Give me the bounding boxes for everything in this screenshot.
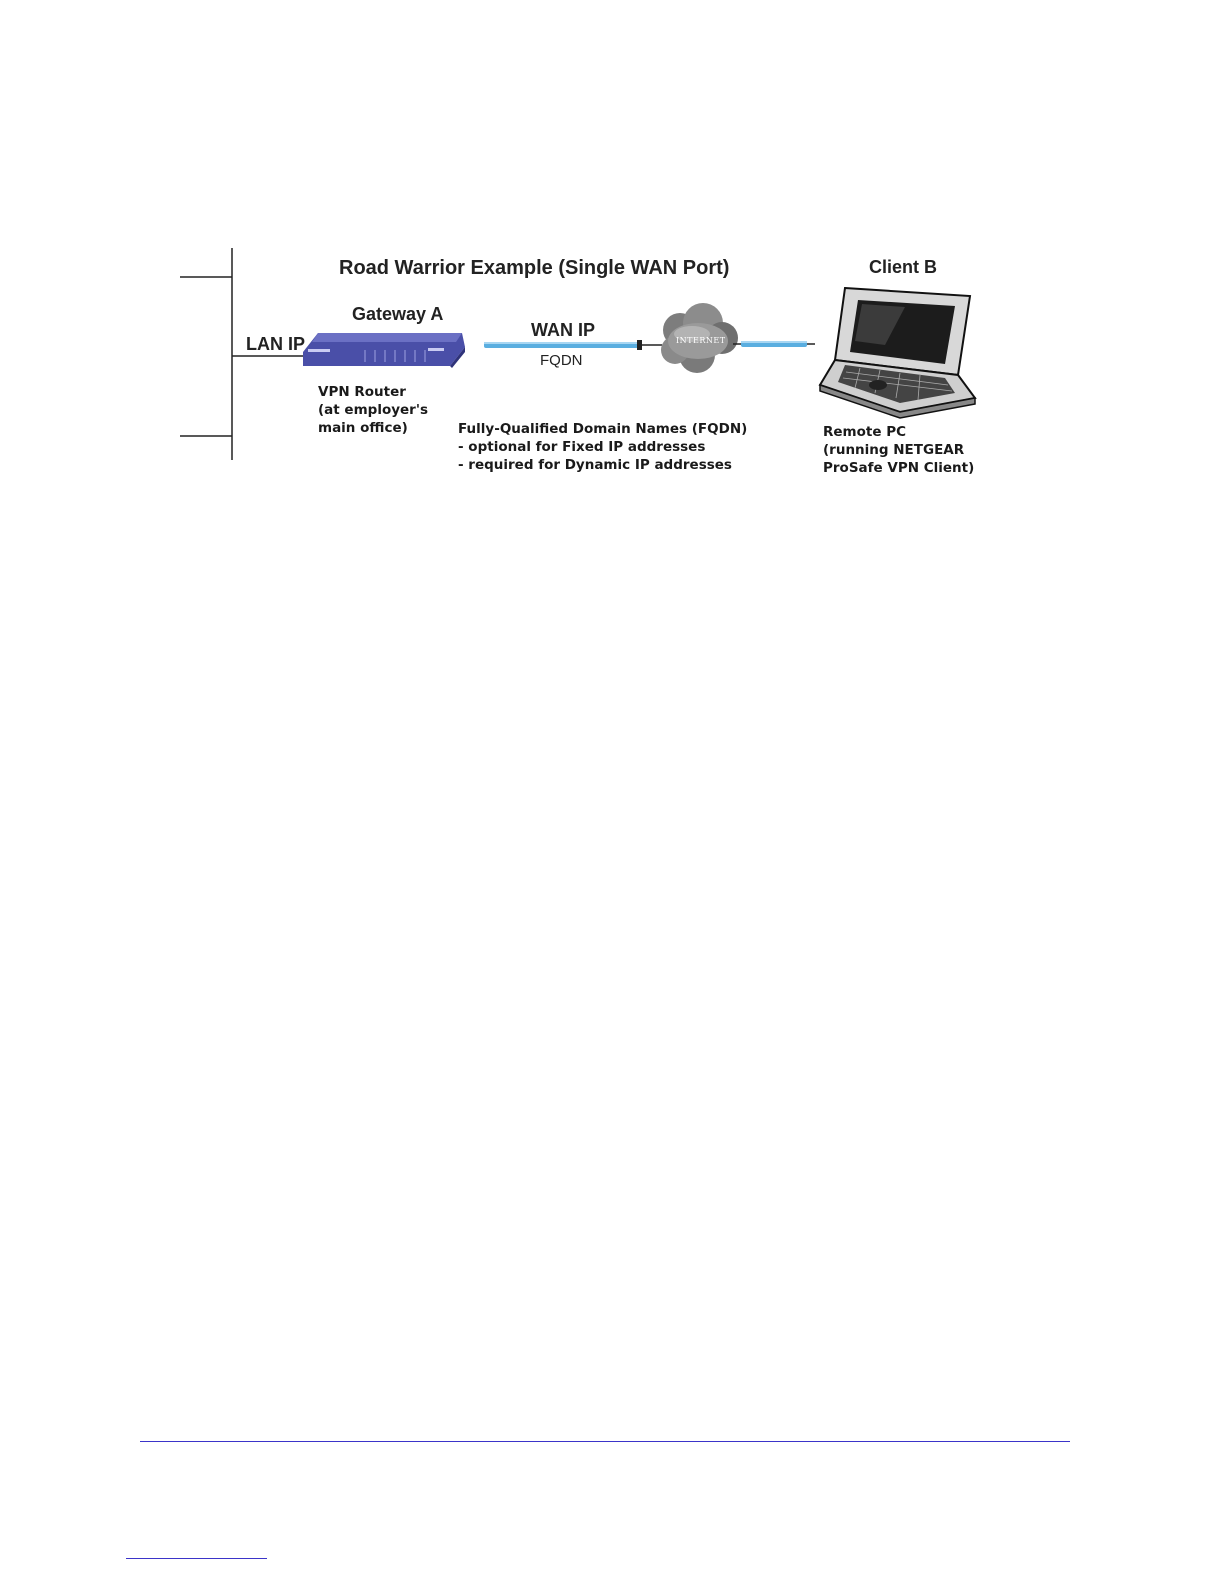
lan-ip-label: LAN IP: [246, 334, 306, 354]
client-name: Client B: [869, 257, 938, 277]
fqdn-note-line: Fully-Qualified Domain Names (FQDN): [458, 421, 748, 437]
gateway-name: Gateway A: [352, 304, 444, 324]
fqdn-notes: [458, 420, 747, 474]
fqdn-label: FQDN: [540, 352, 583, 369]
gateway-description: [318, 383, 428, 437]
gateway-desc-line: VPN Router: [318, 384, 406, 400]
vpn-router-icon: [303, 333, 465, 368]
client-desc-line: (running NETGEAR: [823, 442, 965, 458]
client-cable: [733, 341, 815, 347]
wan-ip-label: WAN IP: [531, 320, 596, 340]
footer-rule: [140, 1441, 1070, 1442]
gateway-desc-line: (at employer's: [318, 402, 429, 418]
wan-cable: [484, 340, 662, 350]
gateway-desc-line: main office): [318, 420, 408, 436]
client-description: [823, 423, 974, 477]
laptop-icon: [820, 288, 975, 418]
diagram-title: Road Warrior Example (Single WAN Port): [339, 257, 730, 279]
fqdn-note-line: - required for Dynamic IP addresses: [458, 457, 732, 473]
footer-link-underline[interactable]: [126, 1558, 267, 1559]
client-desc-line: Remote PC: [823, 424, 907, 440]
internet-label: INTERNET: [676, 336, 726, 345]
fqdn-note-line: - optional for Fixed IP addresses: [458, 439, 706, 455]
client-desc-line: ProSafe VPN Client): [823, 460, 975, 476]
